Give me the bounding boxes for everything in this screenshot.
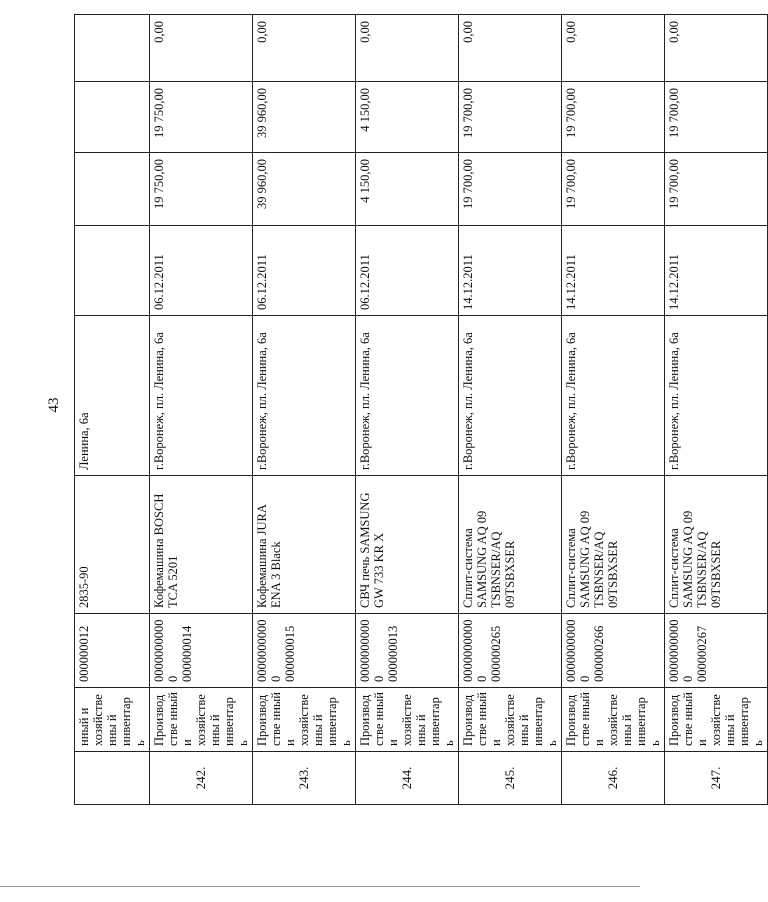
date-cell: 14.12.2011 bbox=[665, 226, 768, 316]
asset-table bbox=[74, 14, 768, 805]
residual-value-cell: 0,00 bbox=[665, 15, 768, 82]
initial-cost-cell: 19 700,00 bbox=[665, 153, 768, 226]
inventory-number-cell: 00000000000 000000013 bbox=[356, 614, 459, 688]
inventory-number-cell: 00000000000 000000267 bbox=[665, 614, 768, 688]
page-number: 43 bbox=[46, 397, 62, 413]
residual-value-cell bbox=[75, 15, 150, 82]
residual-value-cell: 0,00 bbox=[459, 15, 562, 82]
date-cell: 06.12.2011 bbox=[253, 226, 356, 316]
date-cell: 14.12.2011 bbox=[562, 226, 665, 316]
row-index-cell: 242. bbox=[150, 752, 253, 805]
row-index-cell bbox=[75, 752, 150, 805]
depreciation-cell: 19 700,00 bbox=[665, 82, 768, 153]
asset-group-cell: Производстве нный и хозяйственны й инвентарь bbox=[356, 688, 459, 752]
asset-group-cell: Производстве нный и хозяйственны й инвентарь bbox=[665, 688, 768, 752]
asset-name-cell: Кофемашина JURA ENA 3 Black bbox=[253, 476, 356, 614]
asset-name-cell: Сплит-система SAMSUNG AQ 09 TSBNSER/AQ 09TSBXSER bbox=[459, 476, 562, 614]
initial-cost-cell: 19 700,00 bbox=[562, 153, 665, 226]
asset-name-cell: 2835-90 bbox=[75, 476, 150, 614]
asset-group-cell: нный и хозяйственны й инвентарь bbox=[75, 688, 150, 752]
residual-value-cell: 0,00 bbox=[356, 15, 459, 82]
asset-name-cell: Сплит-система SAMSUNG AQ 09 TSBNSER/AQ 09TSBXSER bbox=[562, 476, 665, 614]
table-row bbox=[356, 15, 459, 805]
depreciation-cell: 39 960,00 bbox=[253, 82, 356, 153]
initial-cost-cell: 19 700,00 bbox=[459, 153, 562, 226]
asset-group-cell: Производстве нный и хозяйственны й инвентарь bbox=[459, 688, 562, 752]
date-cell bbox=[75, 226, 150, 316]
residual-value-cell: 0,00 bbox=[562, 15, 665, 82]
initial-cost-cell: 4 150,00 bbox=[356, 153, 459, 226]
depreciation-cell: 19 700,00 bbox=[562, 82, 665, 153]
initial-cost-cell: 19 750,00 bbox=[150, 153, 253, 226]
inventory-number-cell: 00000000000 000000014 bbox=[150, 614, 253, 688]
table-row bbox=[459, 15, 562, 805]
date-cell: 06.12.2011 bbox=[356, 226, 459, 316]
depreciation-cell: 19 750,00 bbox=[150, 82, 253, 153]
asset-group-cell: Производстве нный и хозяйственны й инвентарь bbox=[150, 688, 253, 752]
table-row bbox=[150, 15, 253, 805]
inventory-number-cell: 00000000000 000000266 bbox=[562, 614, 665, 688]
address-cell: г.Воронеж, пл. Ленина, 6а bbox=[562, 316, 665, 476]
scan-edge-line bbox=[0, 886, 640, 887]
table-row bbox=[253, 15, 356, 805]
address-cell: г.Воронеж, пл. Ленина, 6а bbox=[150, 316, 253, 476]
depreciation-cell bbox=[75, 82, 150, 153]
row-index-cell: 244. bbox=[356, 752, 459, 805]
address-cell: г.Воронеж, пл. Ленина, 6а bbox=[665, 316, 768, 476]
asset-group-cell: Производстве нный и хозяйственны й инвентарь bbox=[253, 688, 356, 752]
row-index-cell: 247. bbox=[665, 752, 768, 805]
address-cell: г.Воронеж, пл. Ленина, 6а bbox=[356, 316, 459, 476]
asset-name-cell: Кофемашина BOSCH TCA 5201 bbox=[150, 476, 253, 614]
row-index-cell: 243. bbox=[253, 752, 356, 805]
date-cell: 06.12.2011 bbox=[150, 226, 253, 316]
address-cell: г.Воронеж, пл. Ленина, 6а bbox=[253, 316, 356, 476]
address-cell: г.Воронеж, пл. Ленина, 6а bbox=[459, 316, 562, 476]
inventory-number-cell: 000000012 bbox=[75, 614, 150, 688]
date-cell: 14.12.2011 bbox=[459, 226, 562, 316]
asset-name-cell: СВЧ печь SAMSUNG GW 733 KR X bbox=[356, 476, 459, 614]
inventory-number-cell: 00000000000 000000265 bbox=[459, 614, 562, 688]
row-index-cell: 245. bbox=[459, 752, 562, 805]
address-cell: Ленина, 6а bbox=[75, 316, 150, 476]
initial-cost-cell bbox=[75, 153, 150, 226]
asset-group-cell: Производстве нный и хозяйственны й инвентарь bbox=[562, 688, 665, 752]
table-row bbox=[562, 15, 665, 805]
row-index-cell: 246. bbox=[562, 752, 665, 805]
asset-name-cell: Сплит-система SAMSUNG AQ 09 TSBNSER/AQ 09TSBXSER bbox=[665, 476, 768, 614]
initial-cost-cell: 39 960,00 bbox=[253, 153, 356, 226]
table-row bbox=[665, 15, 768, 805]
rotated-table-container bbox=[74, 15, 765, 805]
residual-value-cell: 0,00 bbox=[150, 15, 253, 82]
table-row-continued bbox=[75, 15, 150, 805]
inventory-number-cell: 00000000000 000000015 bbox=[253, 614, 356, 688]
residual-value-cell: 0,00 bbox=[253, 15, 356, 82]
depreciation-cell: 19 700,00 bbox=[459, 82, 562, 153]
depreciation-cell: 4 150,00 bbox=[356, 82, 459, 153]
